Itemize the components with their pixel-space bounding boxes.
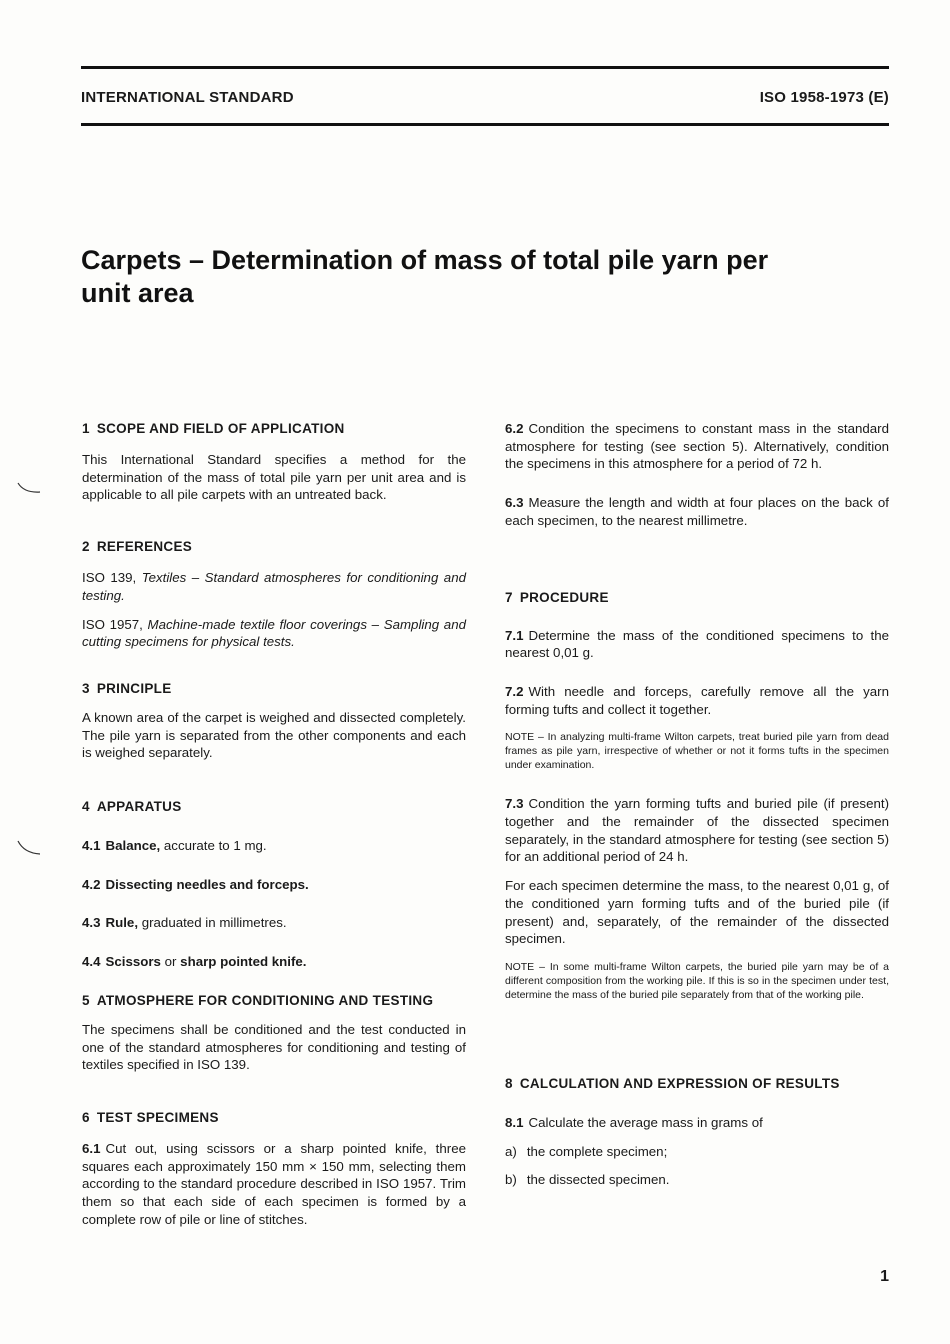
title-line-2: unit area [81, 278, 194, 308]
clause-7-1: 7.1 Determine the mass of the conditioned specimens to the nearest 0,01 g. [505, 627, 889, 661]
list-item-a: a) the complete specimen; [505, 1143, 668, 1159]
section-1-text: This International Standard specifies a method for the determination of the mass of total pile yarn per unit area and is applicable to all pile carpets with an untreated back. [82, 452, 466, 503]
clause-4-2: 4.2 Dissecting needles and forceps. [82, 876, 309, 892]
clause-6-2: 6.2 Condition the specimens to constant mass in the standard atmosphere for testing (see section 5). Alternatively, condition the specimens in this atmosphere for a period of 72 h. [505, 421, 889, 472]
section-1-heading: 1 SCOPE AND FIELD OF APPLICATION [82, 421, 345, 436]
section-7-heading: 7 PROCEDURE [505, 589, 609, 605]
section-8-heading: 8 CALCULATION AND EXPRESSION OF RESULTS [505, 1075, 840, 1091]
page-number: 1 [880, 1268, 889, 1285]
header-left: INTERNATIONAL STANDARD [81, 89, 294, 106]
top-rule [81, 66, 889, 69]
header-bottom-rule [81, 123, 889, 126]
section-5-text: The specimens shall be conditioned and the test conducted in one of the standard atmospheres for conditioning and testing of textiles specified in ISO 139. [82, 1021, 466, 1073]
clause-8-1: 8.1 Calculate the average mass in grams of [505, 1114, 763, 1130]
left-column [82, 420, 466, 1228]
header-right: ISO 1958-1973 (E) [759, 89, 889, 106]
section-3-text: A known area of the carpet is weighed and dissected completely. The pile yarn is separated from the other components and each is weighed separately. [82, 709, 466, 761]
note-multi-frame-wilton: NOTE – In analyzing multi-frame Wilton carpets, treat buried pile yarn from dead frames as pile yarn, irrespective of whether or not it forms tufts in the specimen under examination. [505, 731, 889, 772]
reference-iso-139: ISO 139, Textiles – Standard atmospheres for conditioning and testing. [82, 570, 466, 603]
margin-tick-mark [16, 480, 42, 496]
clause-6-3: 6.3 Measure the length and width at four places on the back of each specimen, to the nearest millimetre. [505, 495, 889, 528]
right-column [505, 420, 889, 1189]
section-5-heading: 5 ATMOSPHERE FOR CONDITIONING AND TESTING [82, 992, 434, 1008]
section-2-heading: 2 REFERENCES [82, 539, 193, 555]
clause-4-1: 4.1 Balance, accurate to 1 mg. [82, 838, 267, 854]
clause-6-1: 6.1 Cut out, using scissors or a sharp pointed knife, three squares each approximately 150 mm × 150 mm, selecting them according to the standard procedure described in ISO 1957. Trim them so that each side of each specimen is formed by a complete row of pile or line of stitches. [82, 1140, 466, 1227]
page-title [81, 244, 861, 310]
section-3-heading: 3 PRINCIPLE [82, 680, 172, 696]
clause-7-3: 7.3 Condition the yarn forming tufts and buried pile (if present) together and the remainder of the dissected specimen separately, in the standard atmosphere for testing (see section 5) for an additional period of 24 h. [505, 796, 889, 865]
list-item-b: b) the dissected specimen. [505, 1172, 670, 1188]
title-line-1: Carpets – Determination of mass of total pile yarn per [81, 245, 769, 275]
clause-7-2: 7.2 With needle and forceps, carefully remove all the yarn forming tufts and collect it together. [505, 683, 889, 717]
clause-4-4: 4.4 Scissors or sharp pointed knife. [82, 954, 307, 970]
section-6-heading: 6 TEST SPECIMENS [82, 1109, 219, 1125]
clause-4-3: 4.3 Rule, graduated in millimetres. [82, 915, 287, 931]
margin-tick-mark [16, 838, 42, 858]
note-buried-pile: NOTE – In some multi-frame Wilton carpets, the buried pile yarn may be of a different composition from the working pile. If this is so in the specimen under test, determine the mass of the buried pile separately from that of the working pile. [505, 960, 889, 1001]
reference-iso-1957: ISO 1957, Machine-made textile floor coverings – Sampling and cutting specimens for physical tests. [82, 616, 466, 650]
clause-7-3-paragraph: For each specimen determine the mass, to the nearest 0,01 g, of the conditioned yarn forming tufts and of the buried pile (if present) and, separately, of the remainder of the dissected specimen. [505, 878, 889, 947]
section-4-heading: 4 APPARATUS [82, 799, 182, 815]
